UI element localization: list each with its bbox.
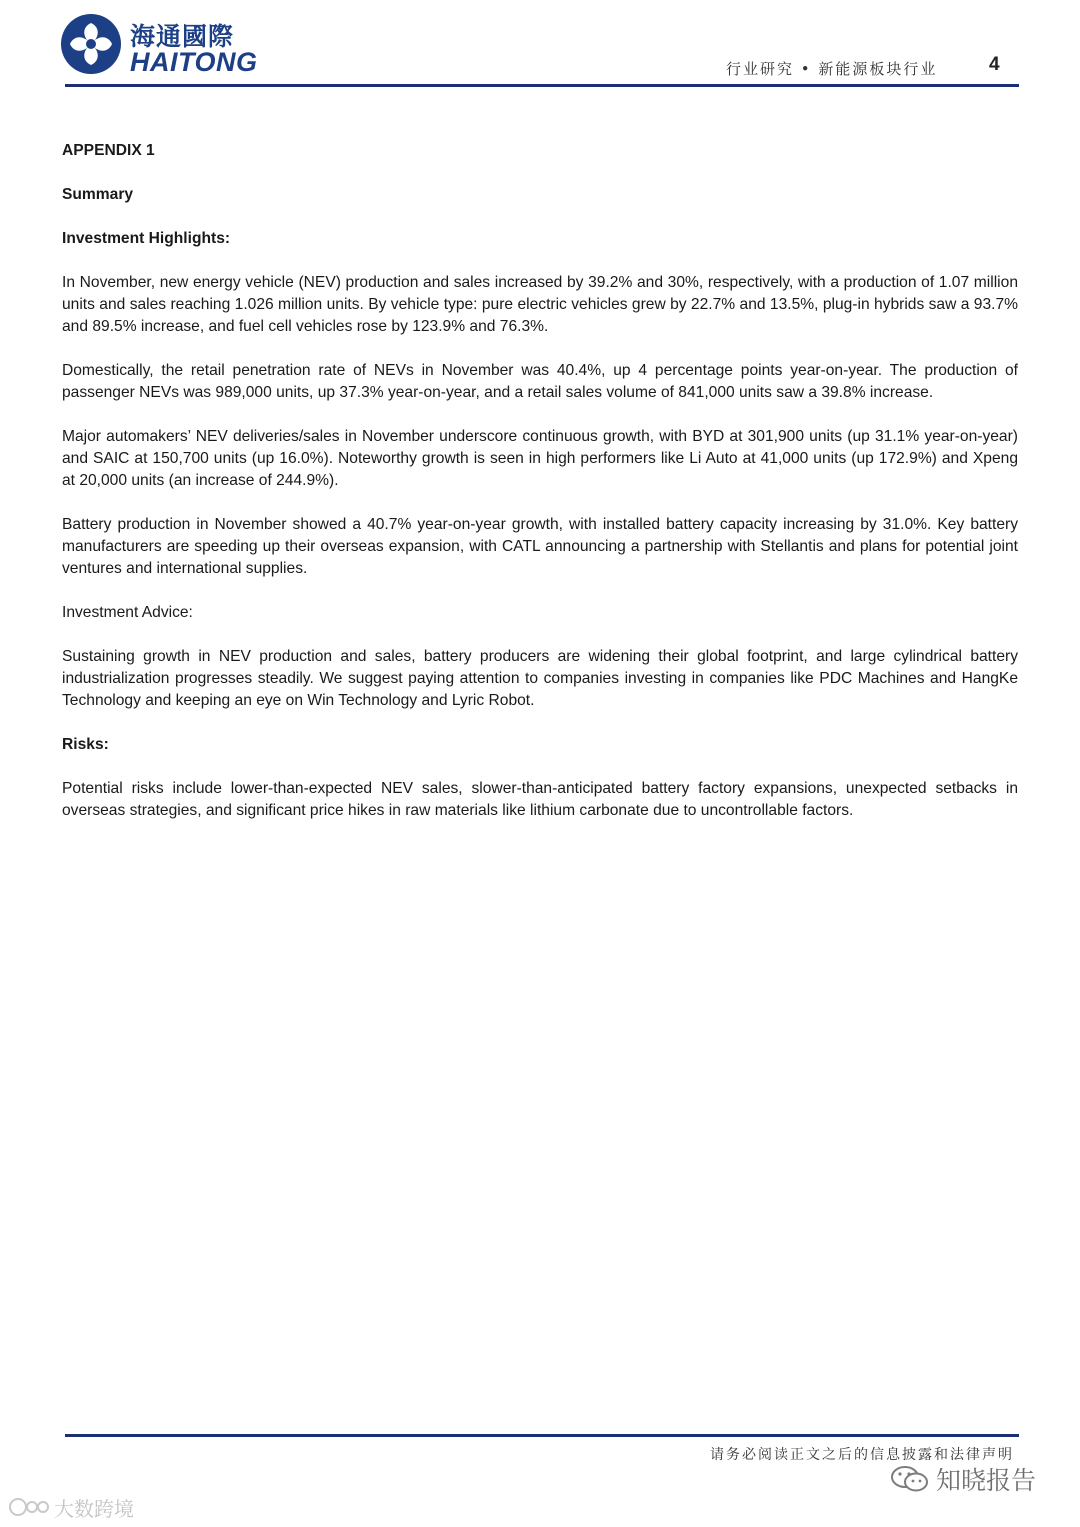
wechat-icon — [890, 1464, 930, 1494]
header-title: 行业研究 • 新能源板块行业 — [726, 60, 938, 78]
appendix-heading: APPENDIX 1 — [62, 142, 155, 159]
advice-paragraph: Sustaining growth in NEV production and sales, battery producers are widening their global footprint, and large cylindrical battery industrialization progresses steadily. We suggest paying attention to companies investing in companies like PDC Machines and HangKe Technology and keeping an eye on Win Technology and Lyric Robot. — [62, 648, 1018, 709]
highlight-paragraph: Battery production in November showed a 40.7% year-on-year growth, with installed battery capacity increasing by 31.0%. Key battery manufacturers are speeding up their overseas expansion, with CATL announcing a partnership with Stellantis and plans for potential joint ventures and international supplies. — [62, 516, 1018, 577]
disclaimer-note: 请务必阅读正文之后的信息披露和法律声明 — [710, 1447, 1014, 1463]
highlight-paragraph: Domestically, the retail penetration rate of NEVs in November was 40.4%, up 4 percentage points year-on-year. The production of passenger NEVs was 989,000 units, up 37.3% year-on-year, and a retail sales volume of 841,000 units saw a 39.8% increase. — [62, 362, 1018, 401]
risks-heading: Risks: — [62, 736, 109, 753]
risks-paragraph: Potential risks include lower-than-expected NEV sales, slower-than-anticipated battery factory expansions, unexpected setbacks in overseas strategies, and significant price hikes in raw materials like lithium carbonate due to uncontrollable factors. — [62, 780, 1018, 819]
highlight-paragraph: In November, new energy vehicle (NEV) production and sales increased by 39.2% and 30%, respectively, with a production of 1.07 million units and sales reaching 1.026 million units. By vehicle type: pure electric vehicles grew by 22.7% and 13.5%, plug-in hybrids saw a 93.7% and 89.5% increase, and fuel cell vehicles rose by 123.9% and 76.3%. — [62, 274, 1018, 335]
watermark-logo-icon — [8, 1495, 50, 1519]
header-rule — [65, 84, 1019, 87]
advice-heading: Investment Advice: — [62, 604, 193, 621]
watermark-left — [8, 1492, 134, 1522]
page-number: 4 — [989, 54, 1000, 75]
logo-english-name: HAITONG — [130, 47, 258, 77]
footer-rule — [65, 1434, 1019, 1437]
document-body — [62, 140, 1018, 844]
watermark-right — [890, 1462, 1036, 1496]
watermark-right-text: 知晓报告 — [936, 1466, 1037, 1495]
logo-chinese-name: 海通國際 — [130, 22, 235, 51]
highlights-heading: Investment Highlights: — [62, 230, 231, 247]
highlight-paragraph: Major automakers’ NEV deliveries/sales in November underscore continuous growth, with BYD at 301,900 units (up 31.1% year-on-year) and SAIC at 150,700 units (up 16.0%). Noteworthy growth is seen in high performers like Li Auto at 41,000 units (up 172.9%) and Xpeng at 20,000 units (an increase of 244.9%). — [62, 428, 1018, 489]
company-logo — [60, 13, 260, 77]
summary-heading: Summary — [62, 186, 134, 203]
haitong-logo-icon — [60, 13, 122, 75]
watermark-left-text: 大数跨境 — [54, 1496, 134, 1521]
